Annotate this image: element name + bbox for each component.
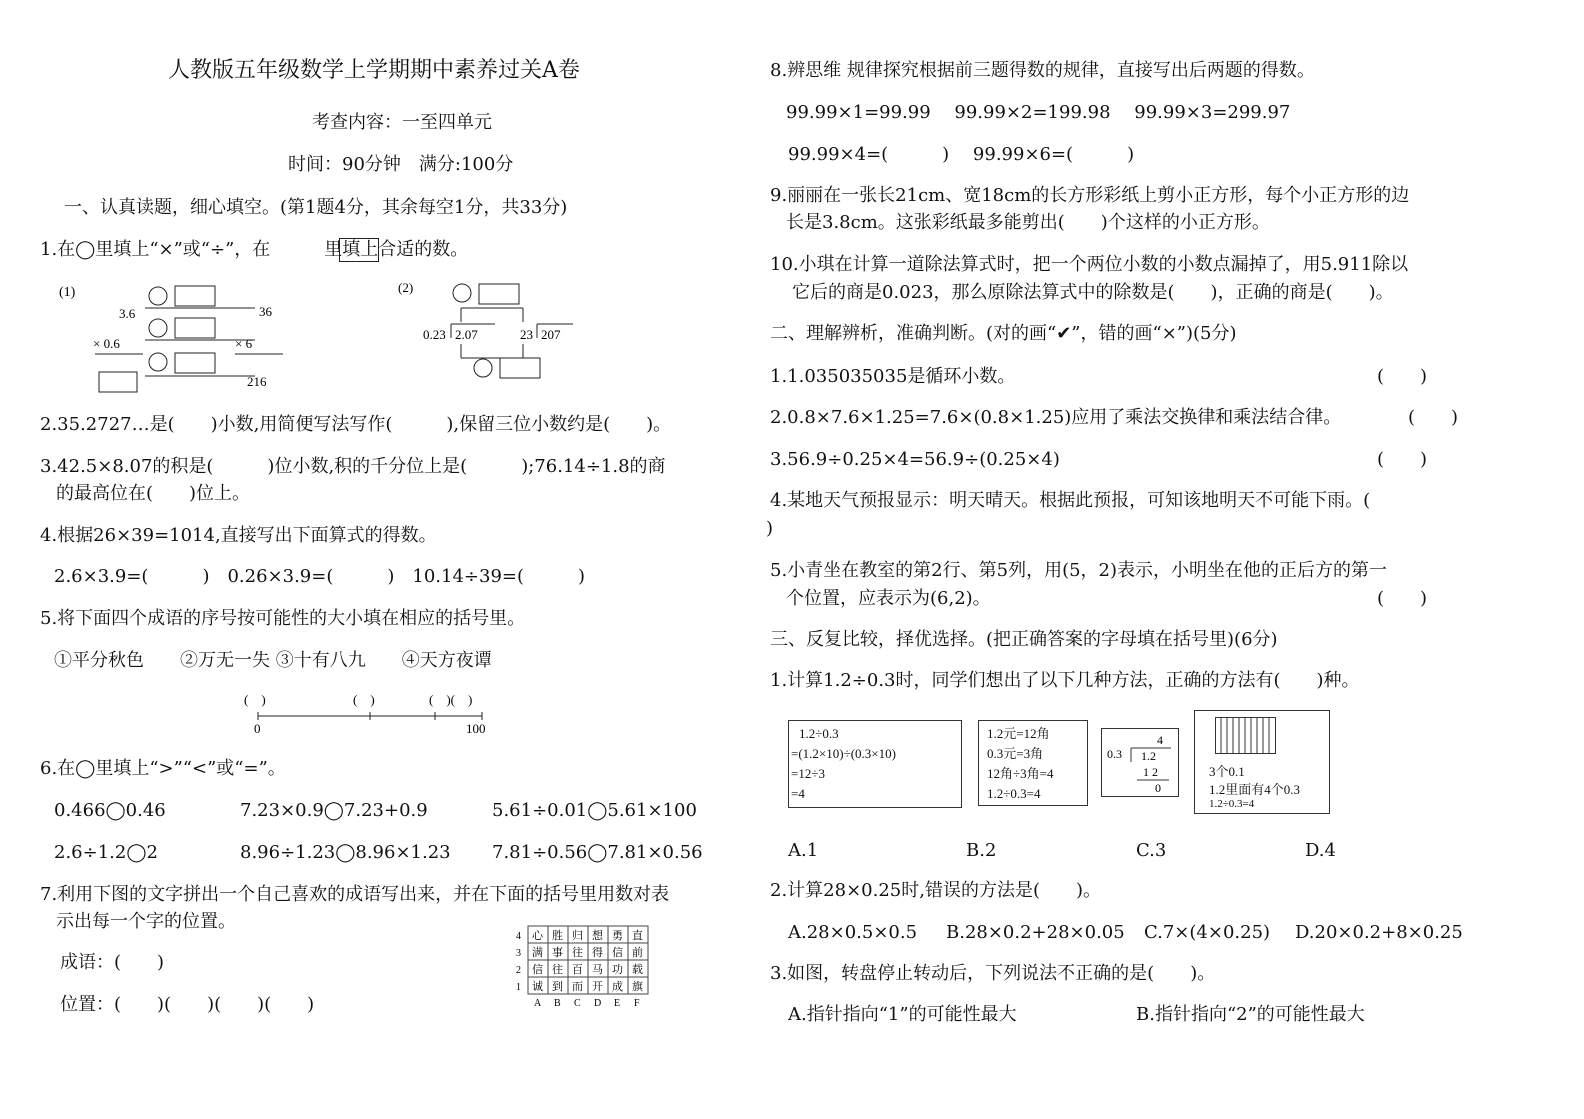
grid-character: 想: [592, 930, 603, 942]
answer-box: [175, 353, 215, 373]
blank-1: ( ): [244, 692, 266, 707]
grid-character: 载: [632, 964, 643, 976]
grid-character: 归: [572, 930, 583, 942]
tenths-strip: [1215, 717, 1285, 757]
answer-box: [500, 358, 540, 378]
answer-box: [99, 372, 137, 392]
question-6: 6.在◯里填上“>”“<”或“=”。: [40, 758, 286, 779]
grid-character: 往: [572, 947, 583, 959]
judge-4-line-1: 4.某地天气预报显示：明天晴天。根据此预报，可知该地明天不可能下雨。(: [770, 490, 1371, 511]
choice-2-option-b: B.28×0.2+28×0.05: [946, 922, 1125, 943]
grid-character: 满: [532, 947, 543, 959]
grid-col-label: C: [574, 998, 581, 1008]
method-box-4: 3个0.1 1.2里面有4个0.3 1.2÷0.3=4: [1194, 710, 1330, 814]
op-circle: [149, 319, 167, 337]
question-7-line-1: 7.利用下图的文字拼出一个自己喜欢的成语写出来，并在下面的括号里用数对表: [40, 884, 670, 905]
grid-character: 勇: [612, 930, 623, 942]
question-3-line-2: 的最高位在( )位上。: [56, 483, 251, 504]
choice-2-option-d: D.20×0.2+8×0.25: [1295, 922, 1463, 943]
grid-col-label: A: [534, 998, 542, 1008]
question-8-given: 99.99×1=99.99 99.99×2=199.98 99.99×3=299.97: [786, 102, 1291, 123]
character-grid: [512, 924, 654, 1008]
grid-character: 诚: [532, 981, 543, 993]
question-2: 2.35.2727…是( )小数,用简便写法写作( ),保留三位小数约是( )。: [40, 414, 672, 435]
fig-num-36: 36: [259, 304, 272, 319]
judge-4-line-2: ): [766, 518, 774, 539]
question-8-blanks: 99.99×4=( ) 99.99×6=( ): [788, 144, 1135, 165]
q6-item: 5.61÷0.01◯5.61×100: [492, 800, 697, 821]
choice-1-option-a: A.1: [788, 840, 819, 861]
question-9-line-1: 9.丽丽在一张长21cm、宽18cm的长方形彩纸上剪小正方形，每个小正方形的边: [770, 185, 1410, 206]
choice-3-option-a: A.指针指向“1”的可能性最大: [788, 1004, 1017, 1025]
grid-col-label: D: [594, 998, 602, 1008]
page-title: 人教版五年级数学上学期期中素养过关A卷: [168, 58, 580, 83]
line-label-100: 100: [466, 721, 486, 736]
op-circle: [474, 359, 492, 377]
section-2-heading: 二、理解辨析，准确判断。(对的画“✔”，错的画“×”)(5分): [770, 323, 1237, 344]
question-7-line-2: 示出每一个字的位置。: [56, 911, 236, 932]
fig-num-216: 216: [247, 374, 267, 389]
judge-1: 1.1.035035035是循环小数。: [770, 366, 1016, 387]
question-10-line-1: 10.小琪在计算一道除法算式时，把一个两位小数的小数点漏掉了，用5.911除以: [770, 254, 1409, 275]
judge-2-blank: ( ): [1408, 407, 1459, 428]
idiom-blank: 成语：( ): [60, 952, 165, 973]
subtitle: 考查内容：一至四单元: [312, 112, 492, 133]
section-3-heading: 三、反复比较，择优选择。(把正确答案的字母填在括号里)(6分): [770, 629, 1278, 650]
question-4: 4.根据26×39=1014,直接写出下面算式的得数。: [40, 525, 437, 546]
answer-box: [175, 286, 215, 306]
grid-character: 直: [632, 930, 643, 942]
question-3-line-1: 3.42.5×8.07的积是( )位小数,积的千分位上是( );76.14÷1.8的商: [40, 456, 666, 477]
q6-item: 7.81÷0.56◯7.81×0.56: [492, 842, 703, 863]
grid-col-label: E: [614, 998, 621, 1008]
q6-item: 8.96÷1.23◯8.96×1.23: [240, 842, 451, 863]
grid-character: 得: [592, 947, 603, 959]
judge-3: 3.56.9÷0.25×4=56.9÷(0.25×4): [770, 449, 1060, 470]
choice-1-option-d: D.4: [1305, 840, 1336, 861]
grid-row-label: 2: [516, 965, 521, 976]
op-circle: [453, 284, 471, 302]
question-10-line-2: 它后的商是0.023，那么原除法算式中的除数是( )，正确的商是( )。: [792, 282, 1394, 303]
line-label-0: 0: [254, 721, 261, 736]
grid-character: 心: [532, 930, 543, 942]
position-blanks: 位置：( )( )( )( ): [60, 994, 315, 1015]
question-5: 5.将下面四个成语的序号按可能性的大小填在相应的括号里。: [40, 608, 526, 629]
quotient: 4: [1157, 733, 1163, 747]
judge-1-blank: ( ): [1377, 366, 1428, 387]
q6-item: 0.466◯0.46: [54, 800, 166, 821]
method-box-2: 1.2元=12角 0.3元=3角 12角÷3角=4 1.2÷0.3=4: [978, 720, 1088, 806]
fig-mult-6: × 6: [235, 336, 253, 351]
dividend: 1.2: [1141, 749, 1156, 763]
judge-5-line-1: 5.小青坐在教室的第2行、第5列，用(5，2)表示，小明坐在他的正后方的第一: [770, 560, 1388, 581]
fig-dividend-207: 207: [541, 327, 561, 342]
q6-item: 7.23×0.9◯7.23+0.9: [240, 800, 428, 821]
choice-2-option-c: C.7×(4×0.25): [1144, 922, 1271, 943]
grid-row-label: 1: [516, 982, 521, 993]
grid-row-label: 4: [516, 931, 521, 942]
remainder: 0: [1155, 781, 1161, 795]
q6-item: 2.6÷1.2◯2: [54, 842, 158, 863]
op-circle: [149, 287, 167, 305]
grid-character: 前: [632, 947, 643, 959]
choice-1: 1.计算1.2÷0.3时，同学们想出了以下几种方法，正确的方法有( )种。: [770, 670, 1360, 691]
section-1-heading: 一、认真读题，细心填空。(第1题4分，其余每空1分，共33分): [64, 197, 568, 218]
grid-character: 成: [612, 981, 623, 993]
question-8: 8.辨思维 规律探究根据前三题得数的规律，直接写出后两题的得数。: [770, 60, 1315, 81]
grid-character: 到: [552, 981, 563, 993]
choice-1-option-b: B.2: [966, 840, 997, 861]
fig-num-3-6: 3.6: [119, 306, 136, 321]
question-4-items: 2.6×3.9=( ) 0.26×3.9=( ) 10.14÷39=( ): [54, 566, 586, 587]
fig-divisor-0-23: 0.23: [423, 327, 446, 342]
blank-2: ( ): [353, 692, 375, 707]
grid-character: 而: [572, 981, 583, 993]
product: 1 2: [1143, 765, 1158, 779]
method-box-3: [1101, 728, 1179, 798]
method-box-1: 1.2÷0.3 =(1.2×10)÷(0.3×10) =12÷3 =4: [788, 720, 962, 808]
exam-meta: 时间：90分钟 满分:100分: [288, 154, 514, 175]
choice-2-option-a: A.28×0.5×0.5: [788, 922, 918, 943]
grid-character: 胜: [552, 930, 563, 942]
judge-5-line-2: 个位置，应表示为(6,2)。: [786, 588, 991, 609]
choice-3-option-b: B.指针指向“2”的可能性最大: [1136, 1004, 1365, 1025]
answer-box-sample: [339, 238, 379, 262]
answer-box: [479, 284, 519, 304]
grid-row-label: 3: [516, 948, 521, 959]
question-5-options: ①平分秋色 ②万无一失 ③十有八九 ④天方夜谭: [54, 650, 492, 671]
choice-1-option-c: C.3: [1136, 840, 1167, 861]
question-1-figure: [55, 278, 615, 396]
answer-box: [175, 318, 215, 338]
grid-character: 事: [552, 947, 563, 959]
possibility-number-line: [240, 688, 510, 738]
fig-mult-0-6: × 0.6: [93, 336, 120, 351]
judge-3-blank: ( ): [1377, 449, 1428, 470]
grid-col-label: B: [554, 998, 561, 1008]
grid-character: 往: [552, 964, 563, 976]
grid-character: 马: [592, 964, 603, 976]
judge-5-blank: ( ): [1377, 588, 1428, 609]
fig-label-2: (2): [398, 280, 414, 295]
judge-2: 2.0.8×7.6×1.25=7.6×(0.8×1.25)应用了乘法交换律和乘法结合律。: [770, 407, 1342, 428]
blank-3: ( )( ): [429, 692, 473, 707]
grid-character: 信: [532, 964, 543, 976]
question-9-line-2: 长是3.8cm。这张彩纸最多能剪出( )个这样的小正方形。: [786, 212, 1270, 233]
fig-label-1: (1): [59, 285, 76, 300]
grid-character: 信: [612, 947, 623, 959]
question-1: 1.在◯里填上“×”或“÷”，在 里填上合适的数。: [40, 239, 469, 260]
divisor: 0.3: [1107, 747, 1122, 761]
grid-character: 功: [612, 964, 623, 976]
grid-character: 百: [572, 964, 583, 976]
choice-2: 2.计算28×0.25时,错误的方法是( )。: [770, 880, 1102, 901]
op-circle: [149, 353, 167, 371]
grid-character: 旗: [632, 981, 643, 993]
fig-dividend-2-07: 2.07: [455, 327, 478, 342]
grid-character: 开: [592, 981, 603, 993]
grid-col-label: F: [634, 998, 640, 1008]
fig-divisor-23: 23: [520, 327, 533, 342]
choice-3: 3.如图，转盘停止转动后，下列说法不正确的是( )。: [770, 963, 1216, 984]
